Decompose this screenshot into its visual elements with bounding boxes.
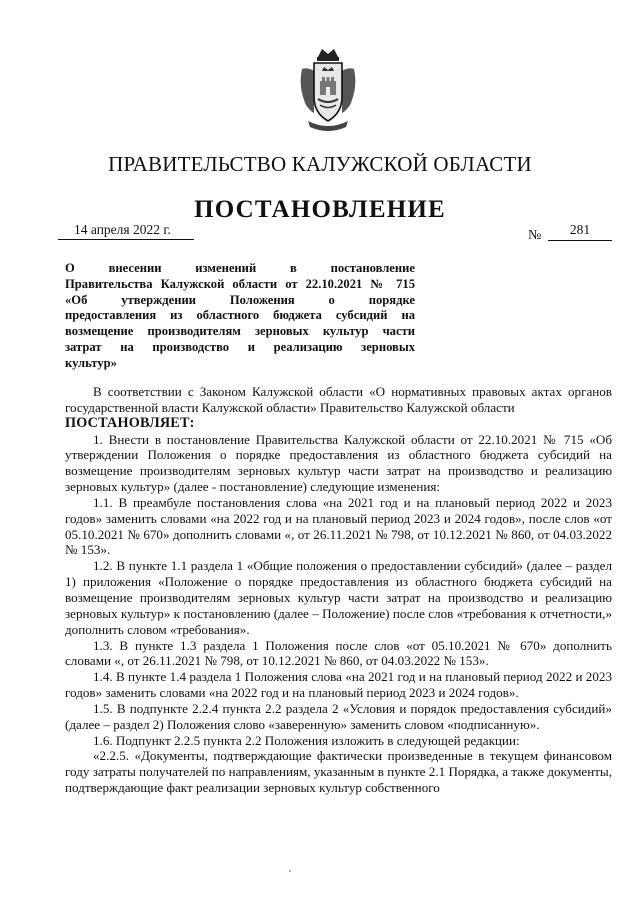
subject-line: культур» [65, 355, 117, 370]
document-subject [65, 261, 415, 372]
document-body [65, 384, 612, 796]
subject-line: возмещение производителям зерновых культур части [65, 324, 415, 339]
subject-line: предоставления из областного бюджета субсидий на [65, 308, 415, 323]
body-paragraph: 1.6. Подпункт 2.2.5 пункта 2.2 Положения изложить в следующей редакции: [93, 732, 520, 748]
body-paragraph: 1.4. В пункте 1.4 раздела 1 Положения слова «на 2021 год и на плановый период 2022 и 2023 годов» заменить словами «на 2022 год и на плановый период 2023 и 2024 годов». [65, 669, 612, 701]
body-paragraph: 1.1. В преамбуле постановления слова «на 2021 год и на плановый период 2022 и 2023 годов» заменить словами «на 2022 год и на плановый период 2023 и 2024 годов», после слов «от 05.10.2021 № 670» дополнить словами «, от 26.11.2021 № 798, от 10.12.2021 № 860, от 04.03.2022 № 153». [65, 494, 612, 558]
body-paragraph: «2.2.5. «Документы, подтверждающие фактически произведенные в текущем финансовом году затраты получателей по направлениям, указанным в пункте 2.1 Порядка, а также документы, подтверждающие факт реализации зерновых культур собственного [65, 748, 612, 796]
organization-title: ПРАВИТЕЛЬСТВО КАЛУЖСКОЙ ОБЛАСТИ [108, 152, 532, 176]
subject-line: Правительства Калужской области от 22.10.2021 № 715 [65, 276, 415, 291]
preamble-paragraph: В соответствии с Законом Калужской области «О нормативных правовых актах органов государственной власти Калужской области» Правительство Калужской области [65, 384, 612, 415]
subject-line: затрат на производство и реализацию зерновых [65, 339, 415, 354]
subject-line: О внесении изменений в постановление [65, 261, 415, 275]
resolves-heading: ПОСТАНОВЛЯЕТ: [65, 414, 195, 431]
document-number: 281 [548, 222, 612, 241]
body-paragraph: 1.5. В подпункте 2.2.4 пункта 2.2 раздела 2 «Условия и порядок предоставления субсидий» (далее – раздел 2) Положения слово «заверенную» заменить словом «подписанную». [65, 700, 612, 732]
subject-line: «Об утверждении Положения о порядке [65, 292, 415, 307]
body-paragraph: 1. Внести в постановление Правительства Калужской области от 22.10.2021 № 715 «Об утверждении Положения о порядке предоставления из областного бюджета субсидий на возмещение производителям зерновых культур части затрат на производство и реализацию зерновых культур» (далее - постановление) следующие изменения: [65, 431, 612, 495]
document-type-title: ПОСТАНОВЛЕНИЕ [194, 196, 446, 223]
coat-of-arms-icon [296, 47, 360, 131]
body-paragraph: 1.3. В пункте 1.3 раздела 1 Положения после слов «от 05.10.2021 № 670» дополнить словами «, от 26.11.2021 № 798, от 10.12.2021 № 860, от 04.03.2022 № 153». [65, 637, 612, 669]
scan-speck [289, 870, 291, 872]
body-paragraph: 1.2. В пункте 1.1 раздела 1 «Общие положения о предоставлении субсидий» (далее – раздел 1) приложения «Положение о порядке предоставления из областного бюджета субсидий на возмещение производителям зерновых культур части затрат на производство и реализацию зерновых культур» к постановлению (далее – Положение) после слов «требования к отчетности,» дополнить словом «требования». [65, 558, 612, 637]
number-sign: № [528, 228, 542, 243]
document-date: 14 апреля 2022 г. [58, 222, 194, 240]
